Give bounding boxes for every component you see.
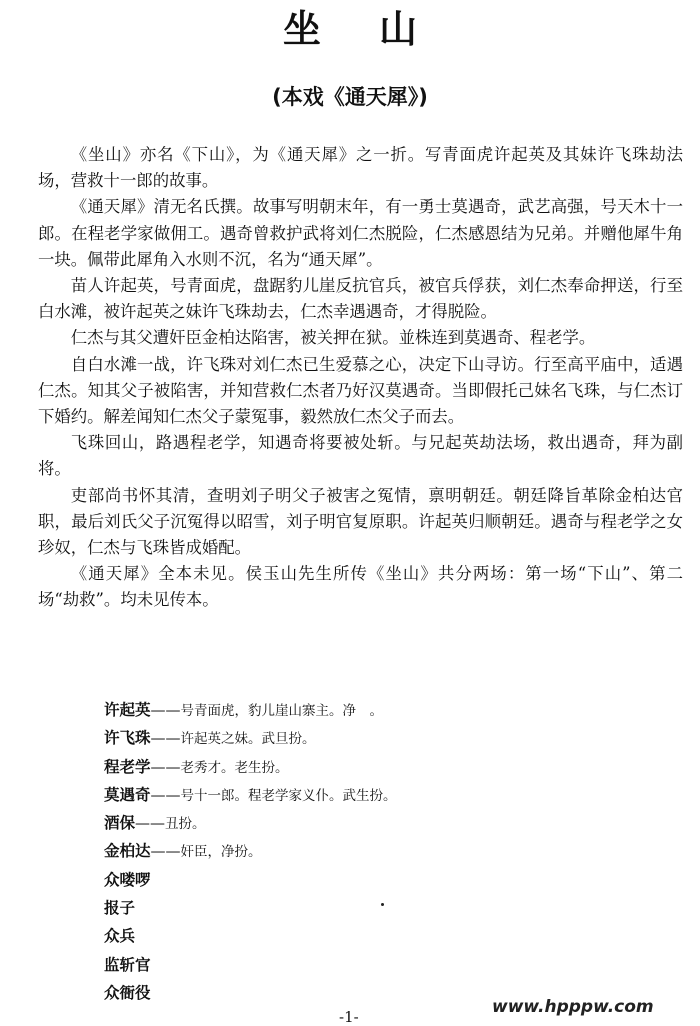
synopsis-paragraph: 《通天犀》清无名氏撰。故事写明朝末年，有一勇士莫遇奇，武艺高强，号天木十一郎。在程老学家做佣工。遇奇曾救护武将刘仁杰脱险，仁杰感恩结为兄弟。并赠他犀牛角一块。佩带此犀角入水则不沉，名为“通天犀”。 [38, 197, 683, 269]
synopsis-paragraph: 《通天犀》全本未见。侯玉山先生所传《坐山》共分两场：第一场“下山”、第二场“劫救”。均未见传本。 [38, 564, 683, 610]
cast-name: 众衙役 [104, 983, 151, 1002]
cast-list [104, 696, 584, 1007]
cast-separator: —— [150, 701, 181, 719]
cast-name: 许起英 [104, 701, 151, 719]
synopsis-paragraph: 吏部尚书怀其清，查明刘子明父子被害之冤情，禀明朝廷。朝廷降旨革除金柏达官职，最后刘氏父子沉冤得以昭雪，刘子明官复原职。许起英归顺朝廷。遇奇与程老学之女珍奴，仁杰与飞珠皆成婚配。 [38, 485, 683, 558]
cast-description: 奸臣，净扮。 [180, 844, 262, 861]
cast-name: 监斩官 [104, 955, 151, 974]
synopsis-paragraph: 苗人许起英，号青面虎，盘踞豹儿崖反抗官兵，被官兵俘获，刘仁杰奉命押送，行至白水滩，被许起英之妹许飞珠劫去，仁杰幸遇遇奇，才得脱险。 [38, 276, 683, 322]
page-number: -1- [339, 1008, 359, 1026]
cast-name: 酒保 [104, 814, 136, 833]
cast-row [104, 696, 584, 724]
cast-separator: —— [150, 842, 181, 861]
synopsis-paragraph: 《坐山》亦名《下山》，为《通天犀》之一折。写青面虎许起英及其妹许飞珠劫法场，营救十一郎的故事。 [38, 145, 683, 191]
cast-name: 许飞珠 [104, 729, 151, 748]
cast-description: 号十一郎。程老学家义仆。武生扮。 [180, 787, 397, 804]
cast-name: 众喽啰 [104, 870, 151, 889]
synopsis-paragraph: 飞珠回山，路遇程老学，知遇奇将要被处斩。与兄起英劫法场，救出遇奇，拜为副将。 [38, 433, 683, 479]
cast-row [104, 781, 584, 809]
cast-separator: —— [135, 814, 166, 833]
scan-speck [381, 903, 384, 906]
page-title: 坐山 [282, 7, 475, 51]
cast-separator: —— [150, 729, 181, 748]
cast-name: 众兵 [104, 927, 136, 946]
cast-row [104, 866, 584, 894]
cast-row [104, 951, 584, 979]
cast-description: 老秀才。老生扮。 [180, 759, 289, 776]
cast-separator: —— [150, 785, 181, 804]
cast-row [104, 809, 584, 837]
cast-row [104, 837, 584, 865]
synopsis-text [38, 142, 683, 614]
cast-description: 丑扮。 [165, 816, 206, 833]
cast-row [104, 894, 584, 922]
cast-name: 金柏达 [104, 842, 151, 861]
page-subtitle: (本戏《通天犀》) [272, 85, 428, 109]
site-watermark: www.hpppw.com [492, 997, 654, 1017]
cast-name: 程老学 [104, 757, 151, 776]
synopsis-paragraph: 自白水滩一战，许飞珠对刘仁杰已生爱慕之心，决定下山寻访。行至高平庙中，适遇仁杰。知其父子被陷害，并知营救仁杰者乃好汉莫遇奇。当即假托己妹名飞珠，与仁杰订下婚约。解差闻知仁杰父子蒙冤事，毅然放仁杰父子而去。 [38, 354, 683, 427]
cast-row [104, 724, 584, 752]
cast-row [104, 753, 584, 781]
cast-row [104, 922, 584, 950]
cast-description: 号青面虎，豹儿崖山寨主。净 。 [180, 703, 384, 719]
cast-separator: —— [150, 757, 181, 776]
synopsis-paragraph: 仁杰与其父遭奸臣金柏达陷害，被关押在狱。並株连到莫遇奇、程老学。 [70, 328, 596, 348]
cast-description: 许起英之妹。武旦扮。 [180, 731, 316, 748]
cast-name: 莫遇奇 [104, 785, 151, 804]
cast-name: 报子 [104, 899, 136, 918]
